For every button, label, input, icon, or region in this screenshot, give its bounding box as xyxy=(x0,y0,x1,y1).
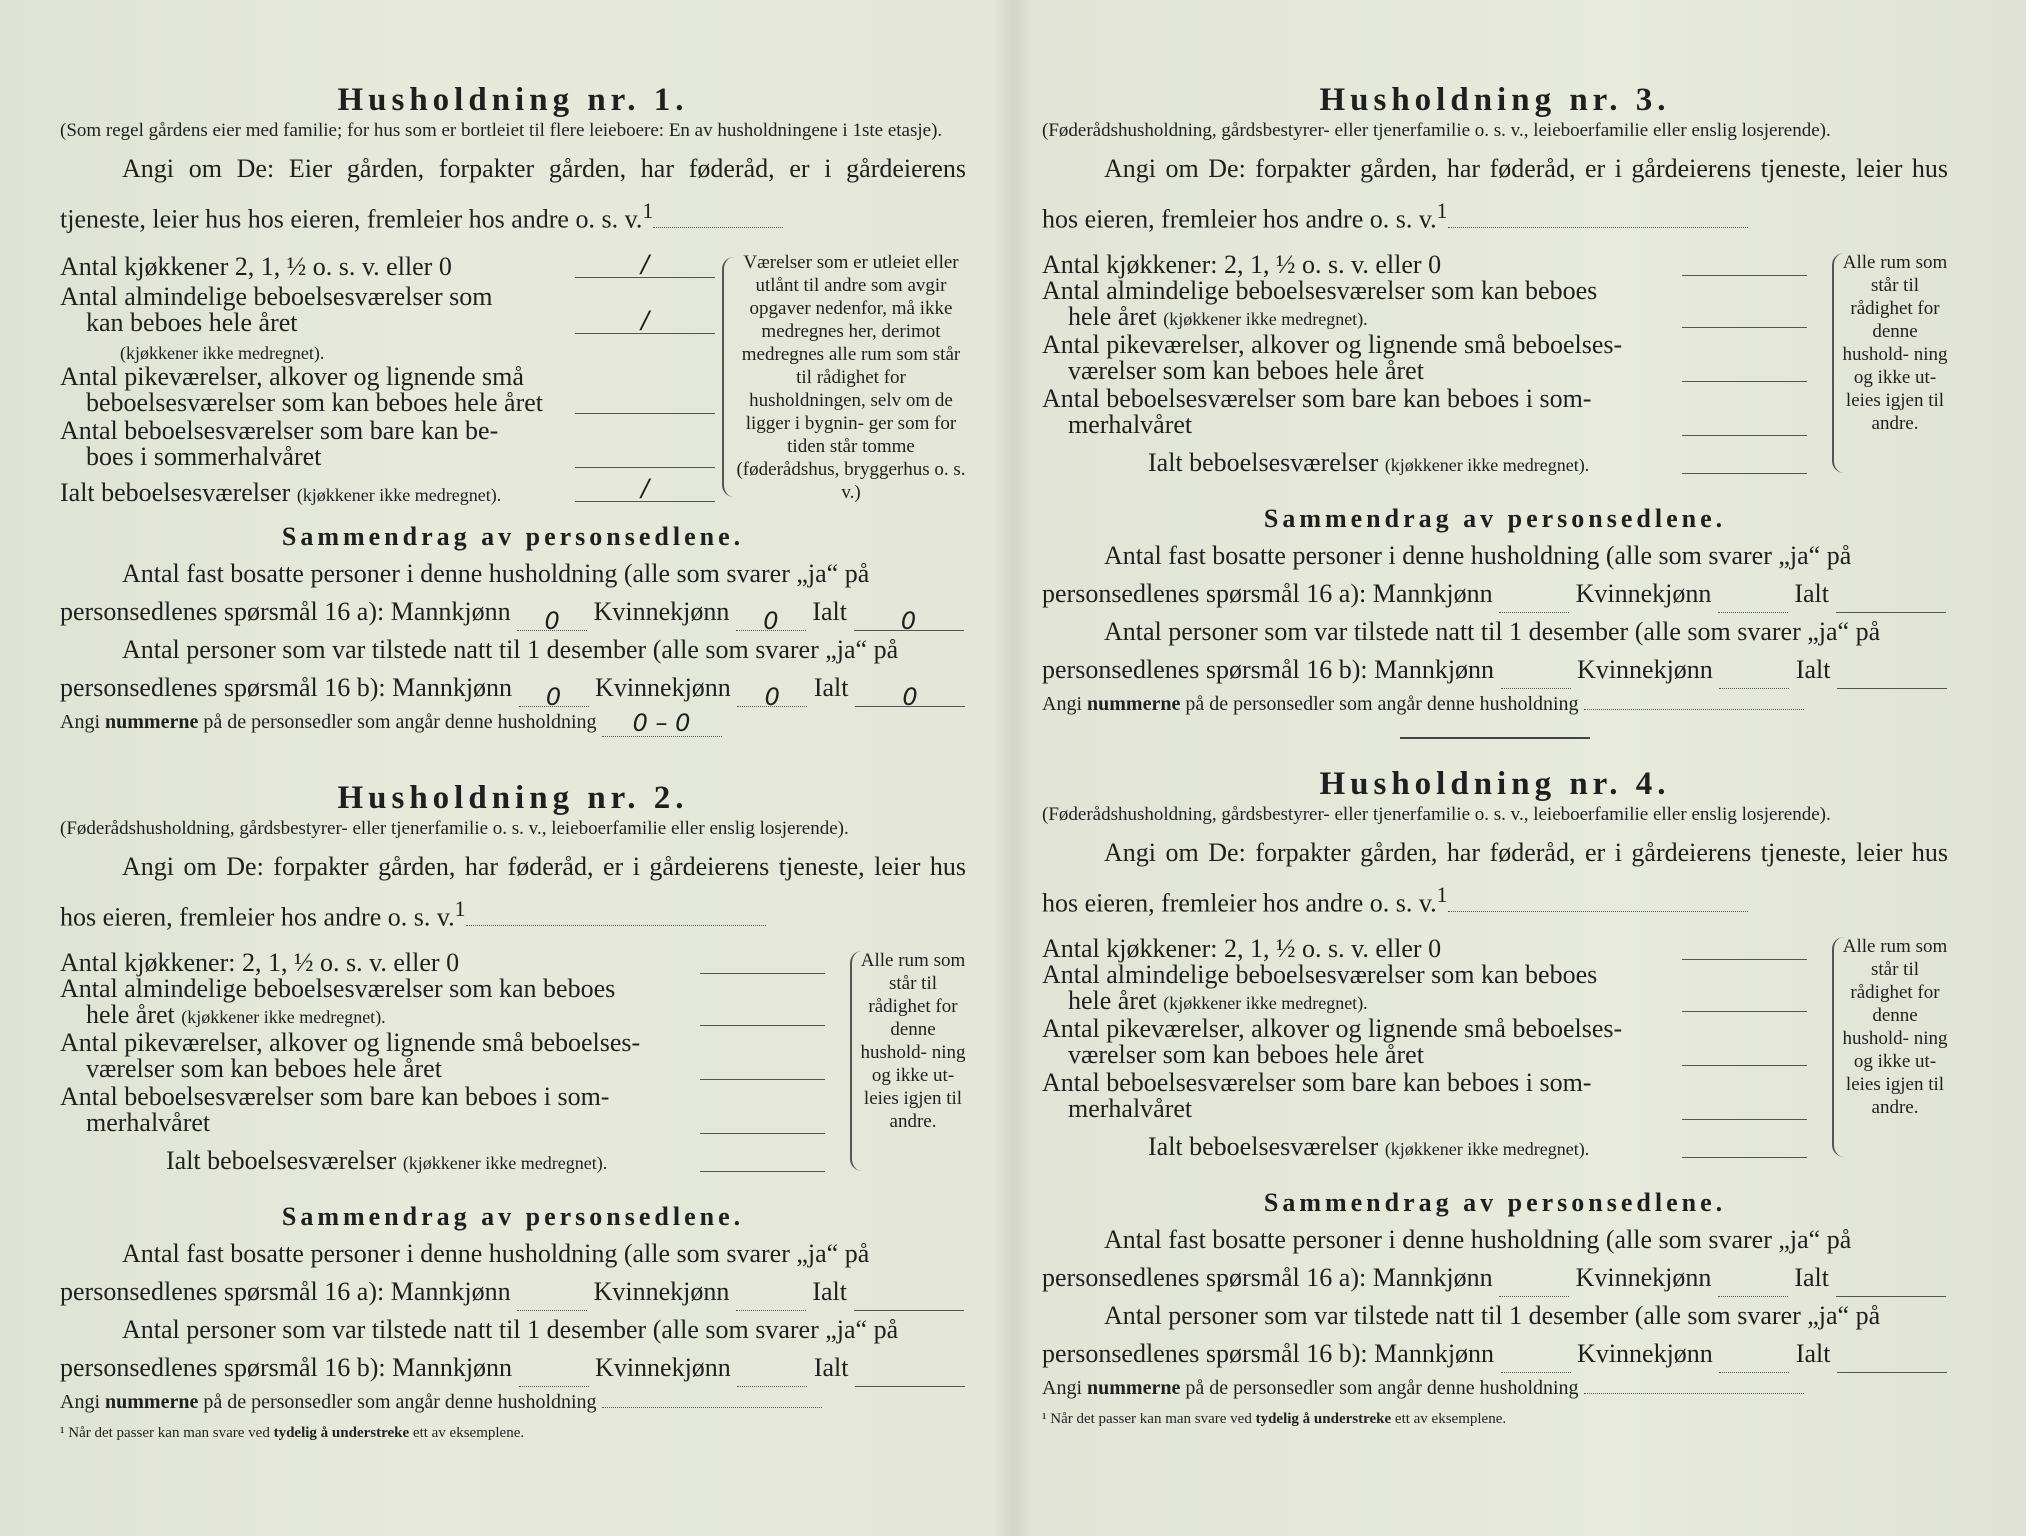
rooms-small-answer[interactable] xyxy=(1682,355,1807,382)
summary-16a-intro: Antal fast bosatte personer i denne husholdning (alle som svarer „ja“ på xyxy=(1104,540,1852,570)
summary-16a: personsedlenes spørsmål 16 a): Mannkjønn 0 Kvinnekjønn 0 Ialt 0 xyxy=(60,593,966,631)
16b-female[interactable] xyxy=(1719,1344,1789,1373)
rooms-regular-label-2: hele året (kjøkkener ikke medregnet). xyxy=(1068,301,1368,331)
summary-16b: personsedlenes spørsmål 16 b): Mannkjønn 0 Kvinnekjønn 0 Ialt 0 xyxy=(60,669,966,707)
rooms-regular-label-2: kan beboes hele året xyxy=(86,307,298,337)
16b-total[interactable] xyxy=(1837,660,1947,689)
summary-16b: personsedlenes spørsmål 16 b): Mannkjønn Kvinnekjønn Ialt xyxy=(1042,1335,1948,1373)
total-rooms-answer[interactable] xyxy=(700,1145,825,1172)
household-3 xyxy=(1042,80,1948,757)
household-1-note: (Som regel gårdens eier med familie; for hus som er bortleiet til flere leieboere: En av husholdningene i 1ste etasje). xyxy=(60,120,943,141)
household-4-title: Husholdning nr. 4. xyxy=(1319,766,1671,802)
16a-total[interactable]: 0 xyxy=(854,602,964,631)
household-2-rooms xyxy=(60,945,966,1195)
rooms-regular-label: Antal almindelige beboelsesværelser som kan beboes xyxy=(1042,275,1598,305)
household-1-rooms xyxy=(60,247,966,507)
household-4-question: Angi om De: forpakter gården, har føderåd, er i gårdeierens tjeneste, leier hus hos eieren, fremleier hos andre o. s. v.$^1$ xyxy=(1042,838,1948,918)
summary-16b: personsedlenes spørsmål 16 b): Mannkjønn Kvinnekjønn Ialt xyxy=(1042,651,1948,689)
summary-16a-intro: Antal fast bosatte personer i denne husholdning (alle som svarer „ja“ på xyxy=(122,1238,870,1268)
rooms-summer-label-2: boes i sommerhalvåret xyxy=(86,441,322,471)
16a-male[interactable]: 0 xyxy=(517,602,587,631)
total-rooms-answer[interactable] xyxy=(1682,447,1807,474)
rooms-summer-label: Antal beboelsesværelser som bare kan be- xyxy=(60,415,499,445)
rooms-regular-label: Antal almindelige beboelsesværelser som xyxy=(60,281,493,311)
household-1 xyxy=(60,80,966,737)
household-1-title: Husholdning nr. 1. xyxy=(337,82,689,118)
rooms-regular-label-2: hele året (kjøkkener ikke medregnet). xyxy=(86,999,386,1029)
rooms-summer-label: Antal beboelsesværelser som bare kan beboes i som- xyxy=(1042,1067,1592,1097)
rooms-small-label-2: beboelsesværelser som kan beboes hele året xyxy=(86,387,544,417)
summary-title: Sammendrag av personsedlene. xyxy=(1263,503,1727,533)
summary-16a: personsedlenes spørsmål 16 a): Mannkjønn Kvinnekjønn Ialt xyxy=(1042,575,1948,613)
rooms-small-label: Antal pikeværelser, alkover og lignende små beboelses- xyxy=(1042,329,1623,359)
summary-title: Sammendrag av personsedlene. xyxy=(1263,1187,1727,1217)
16b-total[interactable] xyxy=(1837,1344,1947,1373)
footnote: ¹ Når det passer kan man svare ved tydelig å understreke ett av eksemplene. xyxy=(1042,1410,1507,1427)
16b-male[interactable]: 0 xyxy=(519,678,589,707)
rooms-small-label: Antal pikeværelser, alkover og lignende små beboelses- xyxy=(1042,1013,1623,1043)
16a-total[interactable] xyxy=(854,1282,964,1311)
rooms-small-label-2: værelser som kan beboes hele året xyxy=(86,1053,442,1083)
rooms-regular-label: Antal almindelige beboelsesværelser som kan beboes xyxy=(60,973,616,1003)
total-rooms-answer[interactable]: / xyxy=(575,475,715,502)
kitchens-label: Antal kjøkkener 2, 1, ½ o. s. v. eller 0 xyxy=(60,251,452,281)
rooms-summer-answer[interactable] xyxy=(1682,409,1807,436)
kitchens-answer[interactable] xyxy=(1682,249,1807,276)
rooms-small-answer[interactable] xyxy=(700,1053,825,1080)
total-rooms-label: Ialt beboelsesværelser (kjøkkener ikke medregnet). xyxy=(60,477,502,507)
rooms-summer-label: Antal beboelsesværelser som bare kan beboes i som- xyxy=(1042,383,1592,413)
16a-female[interactable]: 0 xyxy=(736,602,806,631)
16a-female[interactable] xyxy=(1718,1268,1788,1297)
rooms-small-label-2: værelser som kan beboes hele året xyxy=(1068,1039,1424,1069)
side-note: Alle rum som står til rådighet for denne hushold- ning og ikke ut- leies igjen til andre. xyxy=(1842,935,1948,1118)
summary-title: Sammendrag av personsedlene. xyxy=(281,1201,745,1231)
right-page xyxy=(1042,0,1948,1536)
person-numbers: Angi nummerne på de personsedler som angår denne husholdning xyxy=(1042,1373,1948,1403)
not-kitchen-note: (kjøkkener ikke medregnet). xyxy=(120,342,325,363)
household-4-rooms xyxy=(1042,931,1948,1181)
rooms-summer-label-2: merhalvåret xyxy=(1068,409,1193,439)
16b-female[interactable]: 0 xyxy=(737,678,807,707)
16a-total[interactable] xyxy=(1836,584,1946,613)
16a-male[interactable] xyxy=(1499,584,1569,613)
summary-16b-intro: Antal personer som var tilstede natt til 1 desember (alle som svarer „ja“ på xyxy=(1104,616,1881,646)
rooms-summer-label: Antal beboelsesværelser som bare kan beboes i som- xyxy=(60,1081,610,1111)
16b-female[interactable] xyxy=(737,1358,807,1387)
footnote: ¹ Når det passer kan man svare ved tydelig å understreke ett av eksemplene. xyxy=(60,1424,525,1441)
16b-male[interactable] xyxy=(519,1358,589,1387)
kitchens-answer[interactable]: / xyxy=(575,251,715,278)
kitchens-label: Antal kjøkkener: 2, 1, ½ o. s. v. eller 0 xyxy=(60,947,460,977)
rooms-summer-answer[interactable] xyxy=(1682,1093,1807,1120)
16b-total[interactable] xyxy=(855,1358,965,1387)
total-rooms-label: Ialt beboelsesværelser (kjøkkener ikke medregnet). xyxy=(1148,447,1590,477)
16a-female[interactable] xyxy=(736,1282,806,1311)
total-rooms-answer[interactable] xyxy=(1682,1131,1807,1158)
household-2-note: (Føderådshusholdning, gårdsbestyrer- eller tjenerfamilie o. s. v., leieboerfamilie eller enslig losjerende). xyxy=(60,818,849,839)
person-numbers: Angi nummerne på de personsedler som angår denne husholdning xyxy=(1042,689,1948,719)
rooms-regular-answer[interactable] xyxy=(1682,301,1807,328)
household-1-question: Angi om De: Eier gården, forpakter gården, har føderåd, er i gårdeierens tjeneste, leier hus hos eieren, fremleier hos andre o. s. v.$^1$ xyxy=(60,154,966,234)
kitchens-label: Antal kjøkkener: 2, 1, ½ o. s. v. eller 0 xyxy=(1042,249,1442,279)
rooms-regular-label-2: hele året (kjøkkener ikke medregnet). xyxy=(1068,985,1368,1015)
household-3-question: Angi om De: forpakter gården, har føderåd, er i gårdeierens tjeneste, leier hus hos eieren, fremleier hos andre o. s. v.$^1$ xyxy=(1042,154,1948,234)
kitchens-answer[interactable] xyxy=(1682,933,1807,960)
person-numbers: Angi nummerne på de personsedler som angår denne husholdning 0 – 0 xyxy=(60,707,966,737)
rooms-summer-label-2: merhalvåret xyxy=(86,1107,211,1137)
rooms-small-label: Antal pikeværelser, alkover og lignende små xyxy=(60,361,524,391)
summary-title: Sammendrag av personsedlene. xyxy=(281,521,745,551)
section-divider xyxy=(1400,737,1590,739)
summary-16a-intro: Antal fast bosatte personer i denne husholdning (alle som svarer „ja“ på xyxy=(1104,1224,1852,1254)
16b-male[interactable] xyxy=(1501,660,1571,689)
rooms-small-answer[interactable] xyxy=(1682,1039,1807,1066)
household-2-title: Husholdning nr. 2. xyxy=(337,780,689,816)
household-2-question: Angi om De: forpakter gården, har føderåd, er i gårdeierens tjeneste, leier hus hos eieren, fremleier hos andre o. s. v.$^1$ xyxy=(60,852,966,932)
16b-total[interactable]: 0 xyxy=(855,678,965,707)
kitchens-answer[interactable] xyxy=(700,947,825,974)
summary-16b-intro: Antal personer som var tilstede natt til 1 desember (alle som svarer „ja“ på xyxy=(122,1314,899,1344)
16b-male[interactable] xyxy=(1501,1344,1571,1373)
rooms-summer-answer[interactable] xyxy=(575,441,715,468)
16b-female[interactable] xyxy=(1719,660,1789,689)
rooms-small-answer[interactable] xyxy=(575,387,715,414)
summary-16b-intro: Antal personer som var tilstede natt til 1 desember (alle som svarer „ja“ på xyxy=(122,634,899,664)
rooms-summer-answer[interactable] xyxy=(700,1107,825,1134)
summary-16a: personsedlenes spørsmål 16 a): Mannkjønn Kvinnekjønn Ialt xyxy=(60,1273,966,1311)
16a-total[interactable] xyxy=(1836,1268,1946,1297)
summary-16b: personsedlenes spørsmål 16 b): Mannkjønn Kvinnekjønn Ialt xyxy=(60,1349,966,1387)
16a-female[interactable] xyxy=(1718,584,1788,613)
left-page xyxy=(60,0,966,1536)
rooms-regular-answer[interactable] xyxy=(1682,985,1807,1012)
16a-male[interactable] xyxy=(517,1282,587,1311)
kitchens-label: Antal kjøkkener: 2, 1, ½ o. s. v. eller 0 xyxy=(1042,933,1442,963)
16a-male[interactable] xyxy=(1499,1268,1569,1297)
household-2 xyxy=(60,778,966,1457)
rooms-regular-answer[interactable]: / xyxy=(575,307,715,334)
rooms-small-label-2: værelser som kan beboes hele året xyxy=(1068,355,1424,385)
household-4-note: (Føderådshusholdning, gårdsbestyrer- eller tjenerfamilie o. s. v., leieboerfamilie eller enslig losjerende). xyxy=(1042,804,1831,825)
summary-16a: personsedlenes spørsmål 16 a): Mannkjønn Kvinnekjønn Ialt xyxy=(1042,1259,1948,1297)
household-3-title: Husholdning nr. 3. xyxy=(1319,82,1671,118)
rooms-summer-label-2: merhalvåret xyxy=(1068,1093,1193,1123)
person-numbers-answer[interactable]: 0 – 0 xyxy=(602,708,722,737)
brace xyxy=(722,257,734,497)
total-rooms-label: Ialt beboelsesværelser (kjøkkener ikke medregnet). xyxy=(166,1145,608,1175)
household-4 xyxy=(1042,764,1948,1443)
household-3-note: (Føderådshusholdning, gårdsbestyrer- eller tjenerfamilie o. s. v., leieboerfamilie eller enslig losjerende). xyxy=(1042,120,1831,141)
rooms-regular-label: Antal almindelige beboelsesværelser som kan beboes xyxy=(1042,959,1598,989)
side-note: Alle rum som står til rådighet for denne hushold- ning og ikke ut- leies igjen til andre. xyxy=(1842,251,1948,434)
side-note: Værelser som er utleiet eller utlånt til andre som avgir opgaver nedenfor, må ikke medregnes her, derimot medregnes alle rum som står til rådighet for husholdningen, selv om de ligger i bygnin- ger som for tiden står tomme (føderådshus, bryggerhus o. s. v.) xyxy=(736,251,966,503)
rooms-small-label: Antal pikeværelser, alkover og lignende små beboelses- xyxy=(60,1027,641,1057)
side-note: Alle rum som står til rådighet for denne hushold- ning og ikke ut- leies igjen til andre. xyxy=(860,949,966,1132)
household-3-rooms xyxy=(1042,247,1948,497)
person-numbers: Angi nummerne på de personsedler som angår denne husholdning xyxy=(60,1387,966,1417)
total-rooms-label: Ialt beboelsesværelser (kjøkkener ikke medregnet). xyxy=(1148,1131,1590,1161)
summary-16b-intro: Antal personer som var tilstede natt til 1 desember (alle som svarer „ja“ på xyxy=(1104,1300,1881,1330)
rooms-regular-answer[interactable] xyxy=(700,999,825,1026)
summary-16a-intro: Antal fast bosatte personer i denne husholdning (alle som svarer „ja“ på xyxy=(122,558,870,588)
